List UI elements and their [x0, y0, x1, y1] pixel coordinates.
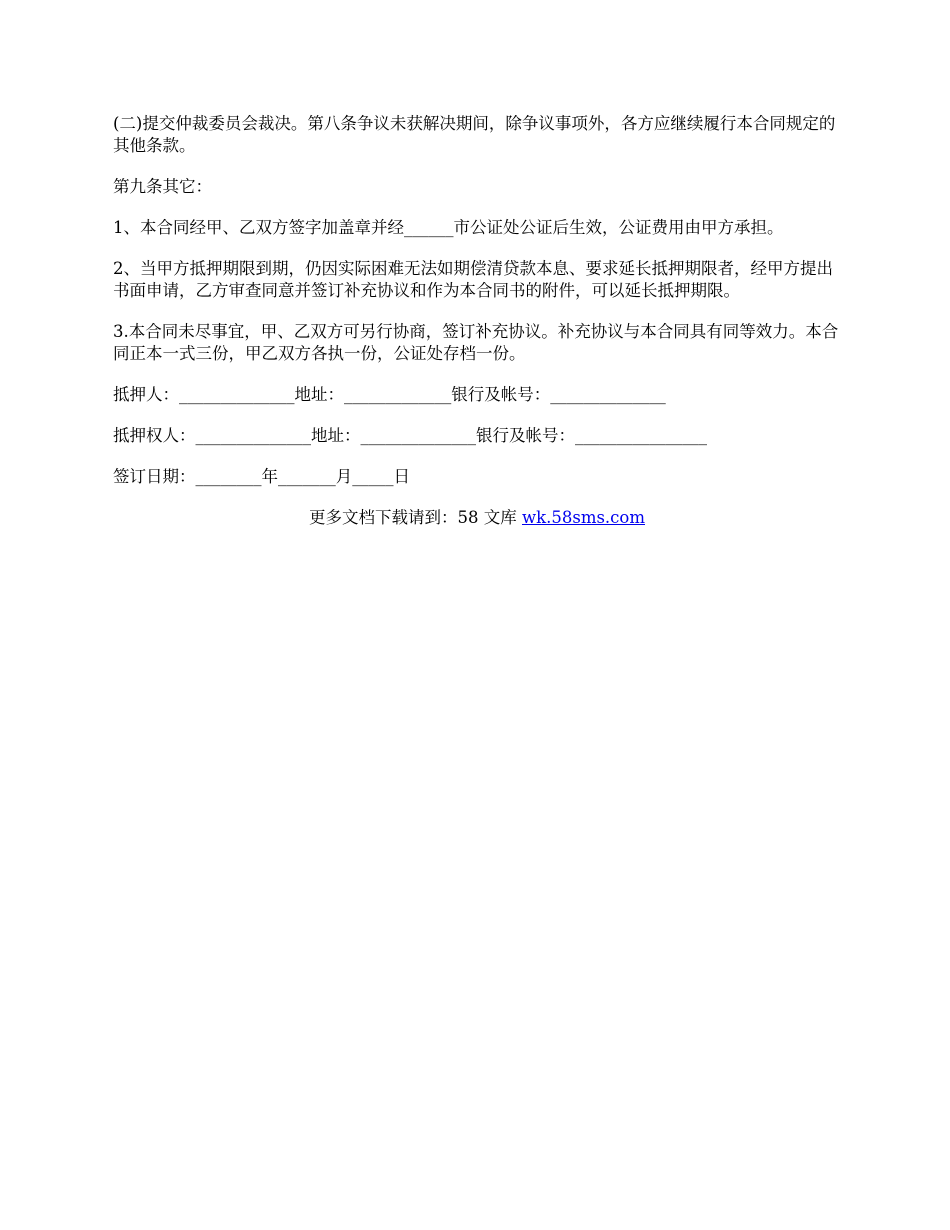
paragraph-clause-1: 1、本合同经甲、乙双方签字加盖章并经______市公证处公证后生效，公证费用由甲方承担。 — [113, 218, 784, 237]
paragraph-clause-3: 3.本合同未尽事宜，甲、乙双方可另行协商，签订补充协议。补充协议与本合同具有同等效力。本合同正本一式三份，甲乙双方各执一份，公证处存档一份。 — [113, 322, 839, 363]
paragraph-clause-2: 2、当甲方抵押期限到期，仍因实际困难无法如期偿清贷款本息、要求延长抵押期限者，经甲方提出书面申请，乙方审查同意并签订补充协议和作为本合同书的附件，可以延长抵押期限。 — [113, 259, 833, 300]
paragraph-arbitration-clause: (二)提交仲裁委员会裁决。第八条争议未获解决期间，除争议事项外，各方应继续履行本合同规定的其他条款。 — [113, 114, 836, 155]
mortgagor-signature-line: 抵押人：______________地址：_____________银行及帐号：______________ — [113, 385, 666, 404]
footer-text: 更多文档下载请到：58 文库 — [308, 508, 522, 527]
paragraph-article-nine-heading: 第九条其它： — [113, 177, 212, 196]
download-footer — [113, 507, 841, 529]
signing-date-line: 签订日期：________年_______月_____日 — [113, 467, 410, 486]
mortgagee-signature-line: 抵押权人：______________地址：______________银行及帐号：________________ — [113, 426, 707, 445]
document-page — [113, 113, 841, 548]
footer-link[interactable]: wk.58sms.com — [521, 508, 645, 527]
